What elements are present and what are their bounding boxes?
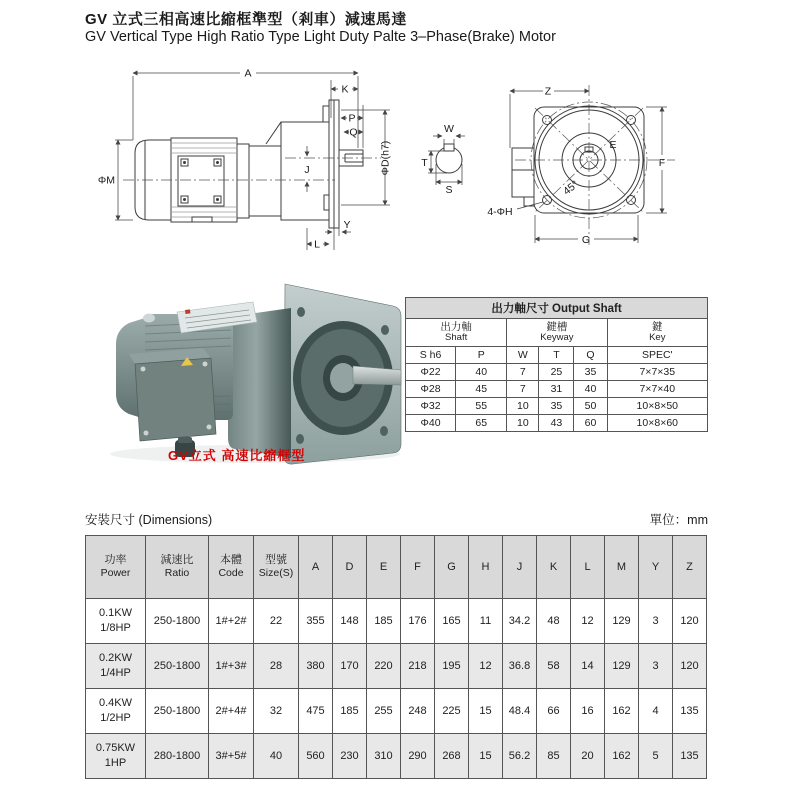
data-cell: 250-1800	[146, 689, 209, 734]
dim-label-z: Z	[544, 85, 552, 98]
dim-label-j: J	[304, 164, 310, 176]
data-cell: 475	[299, 689, 333, 734]
table-row	[86, 734, 707, 779]
photo-gearbox	[228, 308, 291, 458]
data-cell: 60	[574, 415, 607, 432]
header-cell: H	[469, 536, 503, 599]
header-cell: S h6	[406, 347, 456, 364]
photo-caption: GV立式 高速比縮框型	[168, 448, 306, 463]
header-cell: M	[605, 536, 639, 599]
group-label-en: Shaft	[445, 332, 468, 344]
data-cell: 380	[299, 644, 333, 689]
data-cell: 0.1KW 1/8HP	[86, 599, 146, 644]
data-cell: 176	[401, 599, 435, 644]
data-cell: 170	[333, 644, 367, 689]
data-cell: 220	[367, 644, 401, 689]
header-cell: W	[507, 347, 539, 364]
header-cell: K	[537, 536, 571, 599]
dim-label-q: Q	[349, 126, 358, 139]
data-cell: 250-1800	[146, 599, 209, 644]
front-view-drawing	[420, 60, 720, 265]
data-cell: 1#+2#	[209, 599, 254, 644]
data-cell: 66	[537, 689, 571, 734]
photo-terminal-box	[135, 358, 216, 441]
data-cell: 230	[333, 734, 367, 779]
data-cell: 15	[469, 689, 503, 734]
unit-label: 單位：mm	[649, 513, 708, 527]
data-cell: 56.2	[503, 734, 537, 779]
data-cell: 12	[571, 599, 605, 644]
table-title: 出力軸尺寸 Output Shaft	[406, 298, 708, 319]
data-cell: 120	[673, 599, 707, 644]
header-cell: E	[367, 536, 401, 599]
data-cell: 255	[367, 689, 401, 734]
header-cell: J	[503, 536, 537, 599]
table-row	[406, 319, 708, 347]
data-cell: 35	[574, 364, 607, 381]
data-cell: 43	[539, 415, 574, 432]
data-cell: 165	[435, 599, 469, 644]
data-cell: 129	[605, 644, 639, 689]
data-cell: 14	[571, 644, 605, 689]
data-cell: 7×7×40	[607, 381, 707, 398]
data-cell: 310	[367, 734, 401, 779]
table-row	[406, 364, 708, 381]
data-cell: 195	[435, 644, 469, 689]
page-title-zh: GV 立式三相高速比縮框準型（剎車）減速馬達	[85, 11, 407, 28]
dim-label-phi-m: ΦM	[97, 174, 115, 187]
table-row	[406, 347, 708, 364]
data-cell: 129	[605, 599, 639, 644]
data-cell: 65	[456, 415, 507, 432]
data-cell: 50	[574, 398, 607, 415]
data-cell: 31	[539, 381, 574, 398]
dim-label-angle: 45°	[561, 178, 581, 198]
data-cell: 162	[605, 689, 639, 734]
dim-label-p: P	[348, 112, 356, 125]
data-cell: 290	[401, 734, 435, 779]
data-cell: 34.2	[503, 599, 537, 644]
data-cell: 10×8×50	[607, 398, 707, 415]
data-cell: Φ40	[406, 415, 456, 432]
side-view-drawing	[85, 60, 425, 265]
data-cell: 22	[254, 599, 299, 644]
dimensions-label-zh: 安裝尺寸	[85, 513, 136, 527]
data-cell: 268	[435, 734, 469, 779]
dim-label-w: W	[444, 123, 454, 135]
header-cell: 本體 Code	[209, 536, 254, 599]
data-cell: 120	[673, 644, 707, 689]
data-cell: 280-1800	[146, 734, 209, 779]
header-cell: P	[456, 347, 507, 364]
data-cell: 2#+4#	[209, 689, 254, 734]
header-cell: D	[333, 536, 367, 599]
table-header-row	[86, 536, 707, 599]
group-label-en: Keyway	[540, 332, 574, 344]
header-cell: Q	[574, 347, 607, 364]
table-row	[86, 689, 707, 734]
data-cell: 48.4	[503, 689, 537, 734]
data-cell: 250-1800	[146, 644, 209, 689]
dim-label-a: A	[244, 67, 252, 80]
data-cell: 162	[605, 734, 639, 779]
data-cell: 12	[469, 644, 503, 689]
header-cell	[607, 319, 707, 347]
group-label-zh: 鍵槽	[546, 321, 568, 333]
data-cell: Φ32	[406, 398, 456, 415]
data-cell: 15	[469, 734, 503, 779]
data-cell: 36.8	[503, 644, 537, 689]
data-cell: 55	[456, 398, 507, 415]
dim-label-t: T	[421, 157, 428, 169]
data-cell: 135	[673, 734, 707, 779]
table-row	[86, 644, 707, 689]
dim-label-g: G	[581, 234, 591, 246]
dimensions-section-label	[85, 510, 212, 528]
data-cell: 0.4KW 1/2HP	[86, 689, 146, 734]
data-cell: 28	[254, 644, 299, 689]
dim-label-k: K	[341, 83, 349, 96]
header-cell: Z	[673, 536, 707, 599]
data-cell: 7	[507, 381, 539, 398]
data-cell: 25	[539, 364, 574, 381]
header-cell	[507, 319, 607, 347]
header-cell: SPEC'	[607, 347, 707, 364]
data-cell: 148	[333, 599, 367, 644]
data-cell: 3	[639, 644, 673, 689]
header-cell: T	[539, 347, 574, 364]
group-label-zh: 出力軸	[440, 321, 472, 333]
group-label-en: Key	[649, 332, 666, 344]
output-shaft-table	[405, 297, 708, 432]
data-cell: 4	[639, 689, 673, 734]
data-cell: 11	[469, 599, 503, 644]
data-cell: 7×7×35	[607, 364, 707, 381]
header-cell: Y	[639, 536, 673, 599]
dim-label-s: S	[445, 184, 453, 196]
table-row	[86, 599, 707, 644]
data-cell: 10×8×60	[607, 415, 707, 432]
data-cell: 218	[401, 644, 435, 689]
data-cell: 135	[673, 689, 707, 734]
table-row	[406, 398, 708, 415]
product-photo	[85, 278, 405, 468]
dim-label-f: F	[658, 157, 666, 169]
header-cell: 減速比 Ratio	[146, 536, 209, 599]
data-cell: 1#+3#	[209, 644, 254, 689]
data-cell: 0.75KW 1HP	[86, 734, 146, 779]
data-cell: 3#+5#	[209, 734, 254, 779]
dim-label-e: E	[609, 139, 617, 151]
data-cell: 185	[367, 599, 401, 644]
header-cell: G	[435, 536, 469, 599]
data-cell: 248	[401, 689, 435, 734]
dimensions-table	[85, 535, 707, 779]
page-title-en: GV Vertical Type High Ratio Type Light Duty Palte 3–Phase(Brake) Motor	[85, 29, 556, 45]
data-cell: 85	[537, 734, 571, 779]
header-cell: 功率 Power	[86, 536, 146, 599]
data-cell: 225	[435, 689, 469, 734]
dim-label-y: Y	[343, 219, 351, 231]
table-row	[406, 415, 708, 432]
data-cell: 32	[254, 689, 299, 734]
data-cell: 20	[571, 734, 605, 779]
group-label-zh: 鍵	[652, 321, 663, 333]
data-cell: 40	[456, 364, 507, 381]
data-cell: 48	[537, 599, 571, 644]
table-row	[406, 298, 708, 319]
data-cell: 5	[639, 734, 673, 779]
data-cell: 7	[507, 364, 539, 381]
header-cell: F	[401, 536, 435, 599]
table-row	[406, 381, 708, 398]
data-cell: 58	[537, 644, 571, 689]
dimensions-label-en: (Dimensions)	[138, 513, 213, 527]
data-cell: 3	[639, 599, 673, 644]
header-cell	[406, 319, 507, 347]
data-cell: 35	[539, 398, 574, 415]
header-cell: 型號 Size(S)	[254, 536, 299, 599]
data-cell: 16	[571, 689, 605, 734]
data-cell: 185	[333, 689, 367, 734]
data-cell: 560	[299, 734, 333, 779]
data-cell: 40	[574, 381, 607, 398]
dim-label-phi-d: ΦD(h7)	[379, 140, 392, 176]
data-cell: 40	[254, 734, 299, 779]
data-cell: 45	[456, 381, 507, 398]
dim-label-l: L	[314, 238, 320, 251]
header-cell: A	[299, 536, 333, 599]
data-cell: 355	[299, 599, 333, 644]
data-cell: 10	[507, 398, 539, 415]
data-cell: 10	[507, 415, 539, 432]
dim-label-holes: 4-ΦH	[487, 206, 513, 218]
data-cell: 0.2KW 1/4HP	[86, 644, 146, 689]
data-cell: Φ28	[406, 381, 456, 398]
header-cell: L	[571, 536, 605, 599]
data-cell: Φ22	[406, 364, 456, 381]
